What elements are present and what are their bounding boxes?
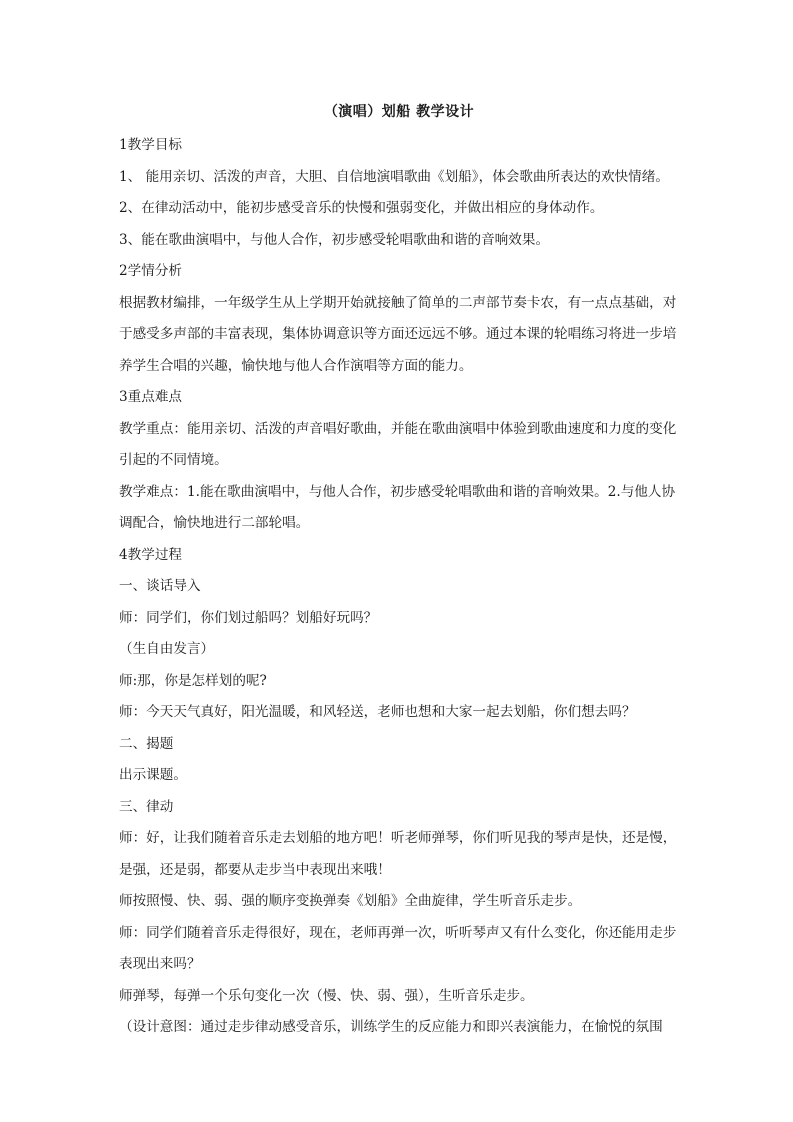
paragraph: 师弹琴，每弹一个乐句变化一次（慢、快、弱、强），生听音乐走步。 xyxy=(119,987,534,1004)
section-heading-key-points: 3重点难点 xyxy=(119,389,183,405)
document-title: （演唱）划船 教学设计 xyxy=(323,104,475,120)
paragraph: 师:那，你是怎样划的呢? xyxy=(119,672,267,689)
paragraph: 师按照慢、快、弱、强的顺序变换弹奏《划船》全曲旋律，学生听音乐走步。 xyxy=(119,893,582,909)
paragraph: 出示课题。 xyxy=(119,767,187,783)
paragraph: （生自由发言） xyxy=(119,641,215,657)
section-heading-objectives: 1教学目标 xyxy=(119,137,183,153)
section-heading-analysis: 2学情分析 xyxy=(119,263,183,279)
paragraph: 1、 能用亲切、活泼的声音，大胆、自信地演唱歌曲《划船》，体会歌曲所表达的欢快情绪。 xyxy=(119,168,669,185)
document-body xyxy=(119,100,679,1044)
subsection-heading: 三、律动 xyxy=(119,798,174,815)
paragraph: 根据教材编排，一年级学生从上学期开始就接触了简单的二声部节奏卡农，有一点点基础，对于感受多声部的丰富表现，集体协调意识等方面还远远不够。通过本课的轮唱练习将进一步培养学生合唱的兴趣，愉快地与他人合作演唱等方面的能力。 xyxy=(119,294,677,374)
section-heading-process: 4教学过程 xyxy=(119,546,183,563)
paragraph: 3、能在歌曲演唱中，与他人合作，初步感受轮唱歌曲和谐的音响效果。 xyxy=(119,231,550,248)
paragraph: 师：同学们，你们划过船吗？划船好玩吗？ xyxy=(119,609,378,626)
paragraph: 教学难点：1.能在歌曲演唱中，与他人合作，初步感受轮唱歌曲和谐的音响效果。2.与他人协调配合，愉快地进行二部轮唱。 xyxy=(119,483,676,531)
paragraph: 教学重点：能用亲切、活泼的声音唱好歌曲，并能在歌曲演唱中体验到歌曲速度和力度的变化引起的不同情境。 xyxy=(119,420,677,468)
paragraph: 师：同学们随着音乐走得很好，现在，老师再弹一次，听听琴声又有什么变化，你还能用走步表现出来吗？ xyxy=(119,924,677,972)
paragraph: 师：今天天气真好，阳光温暖，和风轻送，老师也想和大家一起去划船，你们想去吗？ xyxy=(119,704,636,720)
paragraph: 2、在律动活动中，能初步感受音乐的快慢和强弱变化，并做出相应的身体动作。 xyxy=(119,200,604,216)
paragraph: （设计意图：通过走步律动感受音乐，训练学生的反应能力和即兴表演能力，在愉悦的氛围 xyxy=(119,1019,663,1035)
subsection-heading: 二、揭题 xyxy=(119,735,174,752)
paragraph: 师：好，让我们随着音乐走去划船的地方吧！听老师弹琴，你们听见我的琴声是快，还是慢，是强，还是弱，都要从走步当中表现出来哦！ xyxy=(119,830,677,878)
subsection-heading: 一、谈话导入 xyxy=(119,578,201,594)
